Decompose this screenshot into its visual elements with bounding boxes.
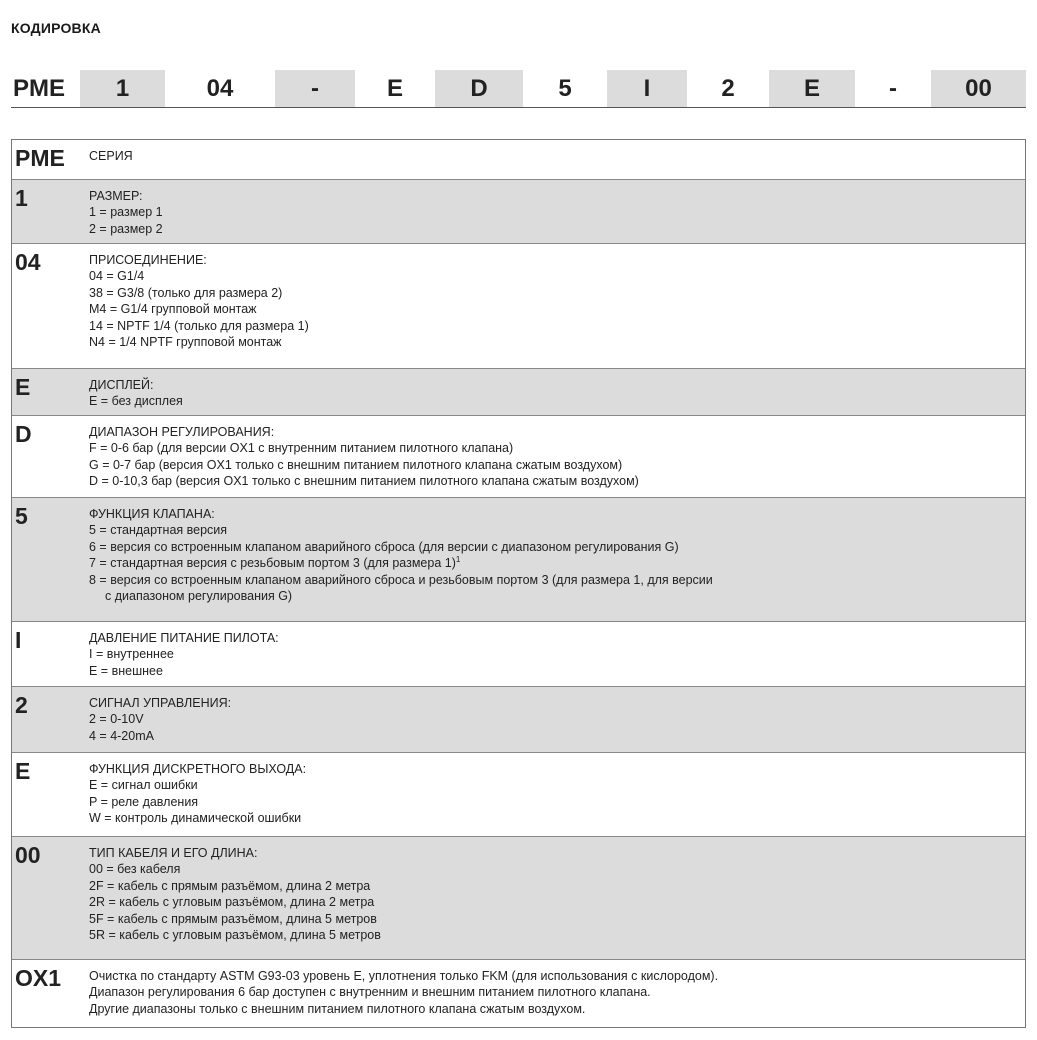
row-description (89, 140, 1025, 179)
row-option-line (89, 927, 1025, 943)
row-option-line (89, 440, 1025, 456)
row-option-text: 1 = размер 1 (89, 205, 163, 220)
row-option-line (89, 318, 1025, 334)
row-option-text: 8 = версия со встроенным клапаном аварийного сброса и резьбовым портом 3 (для размера 1, для версии (89, 572, 713, 587)
row-option-line (89, 777, 1025, 793)
table-row (12, 140, 1025, 179)
row-option-text: G = 0-7 бар (версия OX1 только с внешним питанием пилотного клапана сжатым воздухом) (89, 457, 623, 472)
row-description (89, 837, 1025, 959)
row-option-line (89, 728, 1025, 744)
row-option-text: E = без дисплея (89, 394, 183, 409)
row-option-text: 04 = G1/4 (89, 269, 145, 284)
row-option-text: M4 = G1/4 групповой монтаж (89, 302, 257, 317)
table-row (12, 243, 1025, 368)
row-code: 1 (15, 185, 28, 211)
code-segment-6: 5 (558, 74, 572, 102)
page-heading: КОДИРОВКА (11, 20, 101, 36)
row-title: ДИАПАЗОН РЕГУЛИРОВАНИЯ: (89, 425, 275, 439)
row-code: 2 (15, 692, 28, 718)
code-segment-1: 1 (80, 70, 165, 107)
code-segment-3: - (275, 70, 355, 107)
row-title: ПРИСОЕДИНЕНИЕ: (89, 253, 207, 267)
row-option-text: 2 = размер 2 (89, 221, 163, 236)
code-segment-10: - (889, 74, 897, 102)
row-option-line (89, 555, 1025, 571)
row-option-line (89, 539, 1025, 555)
row-option-line (89, 1001, 1025, 1017)
row-option-text: 5 = стандартная версия (89, 523, 228, 538)
row-title: ФУНКЦИЯ КЛАПАНА: (89, 507, 215, 521)
code-segment-9: E (769, 70, 855, 107)
row-option-line (89, 646, 1025, 662)
row-description (89, 244, 1025, 368)
row-option-text: W = контроль динамической ошибки (89, 811, 302, 826)
row-option-text: E = внешнее (89, 663, 163, 678)
table-row (12, 752, 1025, 836)
row-title: СЕРИЯ (89, 149, 133, 163)
code-segment-4: E (386, 74, 403, 102)
row-option-text: 2F = кабель с прямым разъёмом, длина 2 метра (89, 878, 371, 893)
row-title: РАЗМЕР: (89, 189, 143, 203)
row-option-text: Диапазон регулирования 6 бар доступен с внутренним и внешним питанием пилотного клапана. (89, 985, 651, 1000)
row-code: 00 (15, 842, 41, 868)
code-segment-0: PME (13, 74, 66, 102)
row-option-text: 5F = кабель с прямым разъёмом, длина 5 метров (89, 911, 377, 926)
table-row (12, 836, 1025, 959)
row-option-line (89, 457, 1025, 473)
row-option-line (89, 663, 1025, 679)
row-option-text: 7 = стандартная версия с резьбовым портом 3 (для размера 1) (89, 556, 456, 571)
row-option-line (89, 572, 1025, 588)
row-option-text: 38 = G3/8 (только для размера 2) (89, 285, 283, 300)
table-row (12, 497, 1025, 621)
row-option-text: 6 = версия со встроенным клапаном аварийного сброса (для версии с диапазоном регулирования G) (89, 539, 679, 554)
row-title: СИГНАЛ УПРАВЛЕНИЯ: (89, 696, 232, 710)
row-option-line (89, 878, 1025, 894)
row-description (89, 960, 1025, 1027)
row-option-text: 00 = без кабеля (89, 862, 181, 877)
row-code: PME (15, 145, 65, 171)
row-title: ДАВЛЕНИЕ ПИТАНИЕ ПИЛОТА: (89, 631, 279, 645)
row-description (89, 622, 1025, 686)
row-option-text: 2R = кабель с угловым разъёмом, длина 2 метра (89, 895, 375, 910)
row-description (89, 753, 1025, 836)
row-option-text: D = 0-10,3 бар (версия OX1 только с внешним питанием пилотного клапана сжатым воздухом) (89, 474, 639, 489)
row-option-line (89, 522, 1025, 538)
row-option-line (89, 334, 1025, 350)
row-option-line (89, 268, 1025, 284)
row-code: I (15, 627, 22, 653)
row-option-line (89, 393, 1025, 409)
row-option-line (89, 588, 1025, 604)
row-description (89, 369, 1025, 415)
row-option-text: 4 = 4-20mA (89, 728, 154, 743)
coding-table (11, 139, 1026, 1028)
row-option-line (89, 301, 1025, 317)
row-option-text: N4 = 1/4 NPTF групповой монтаж (89, 335, 282, 350)
row-option-line (89, 794, 1025, 810)
table-row (12, 368, 1025, 415)
row-description (89, 180, 1025, 243)
code-segment-8: 2 (721, 74, 735, 102)
code-segment-11: 00 (931, 70, 1026, 107)
row-option-line (89, 810, 1025, 826)
row-description (89, 687, 1025, 752)
table-row (12, 959, 1025, 1027)
row-code: E (15, 758, 31, 784)
row-option-line (89, 911, 1025, 927)
row-option-text: 2 = 0-10V (89, 712, 144, 727)
row-option-text: F = 0-6 бар (для версии OX1 с внутренним питанием пилотного клапана) (89, 441, 514, 456)
table-row (12, 415, 1025, 497)
table-row (12, 686, 1025, 752)
code-bar (11, 70, 1026, 108)
footnote-marker: 1 (455, 555, 461, 565)
code-segment-7: I (607, 70, 687, 107)
row-code: 5 (15, 503, 28, 529)
row-option-line (89, 221, 1025, 237)
row-option-line (89, 473, 1025, 489)
row-option-text: с диапазоном регулирования G) (105, 589, 293, 604)
row-option-text: 5R = кабель с угловым разъёмом, длина 5 метров (89, 928, 381, 943)
row-option-line (89, 711, 1025, 727)
table-row (12, 621, 1025, 686)
row-option-line (89, 894, 1025, 910)
row-code: E (15, 374, 31, 400)
row-option-line (89, 861, 1025, 877)
row-code: 04 (15, 249, 41, 275)
row-option-line (89, 285, 1025, 301)
row-option-text: P = реле давления (89, 794, 199, 809)
row-title: Очистка по стандарту ASTM G93-03 уровень E, уплотнения только FKM (для использования с кислородом). (89, 969, 719, 983)
row-code: OX1 (15, 965, 62, 991)
row-title: ДИСПЛЕЙ: (89, 378, 154, 392)
code-segment-2: 04 (206, 74, 234, 102)
row-option-text: 14 = NPTF 1/4 (только для размера 1) (89, 318, 309, 333)
row-description (89, 416, 1025, 497)
row-title: ФУНКЦИЯ ДИСКРЕТНОГО ВЫХОДА: (89, 762, 307, 776)
row-title: ТИП КАБЕЛЯ И ЕГО ДЛИНА: (89, 846, 258, 860)
row-option-line (89, 984, 1025, 1000)
row-option-text: I = внутреннее (89, 647, 174, 662)
code-segment-5: D (435, 70, 523, 107)
row-option-line (89, 204, 1025, 220)
row-option-text: Другие диапазоны только с внешним питанием пилотного клапана сжатым воздухом. (89, 1001, 586, 1016)
row-description (89, 498, 1025, 621)
row-option-text: E = сигнал ошибки (89, 778, 198, 793)
row-code: D (15, 421, 32, 447)
table-row (12, 179, 1025, 243)
